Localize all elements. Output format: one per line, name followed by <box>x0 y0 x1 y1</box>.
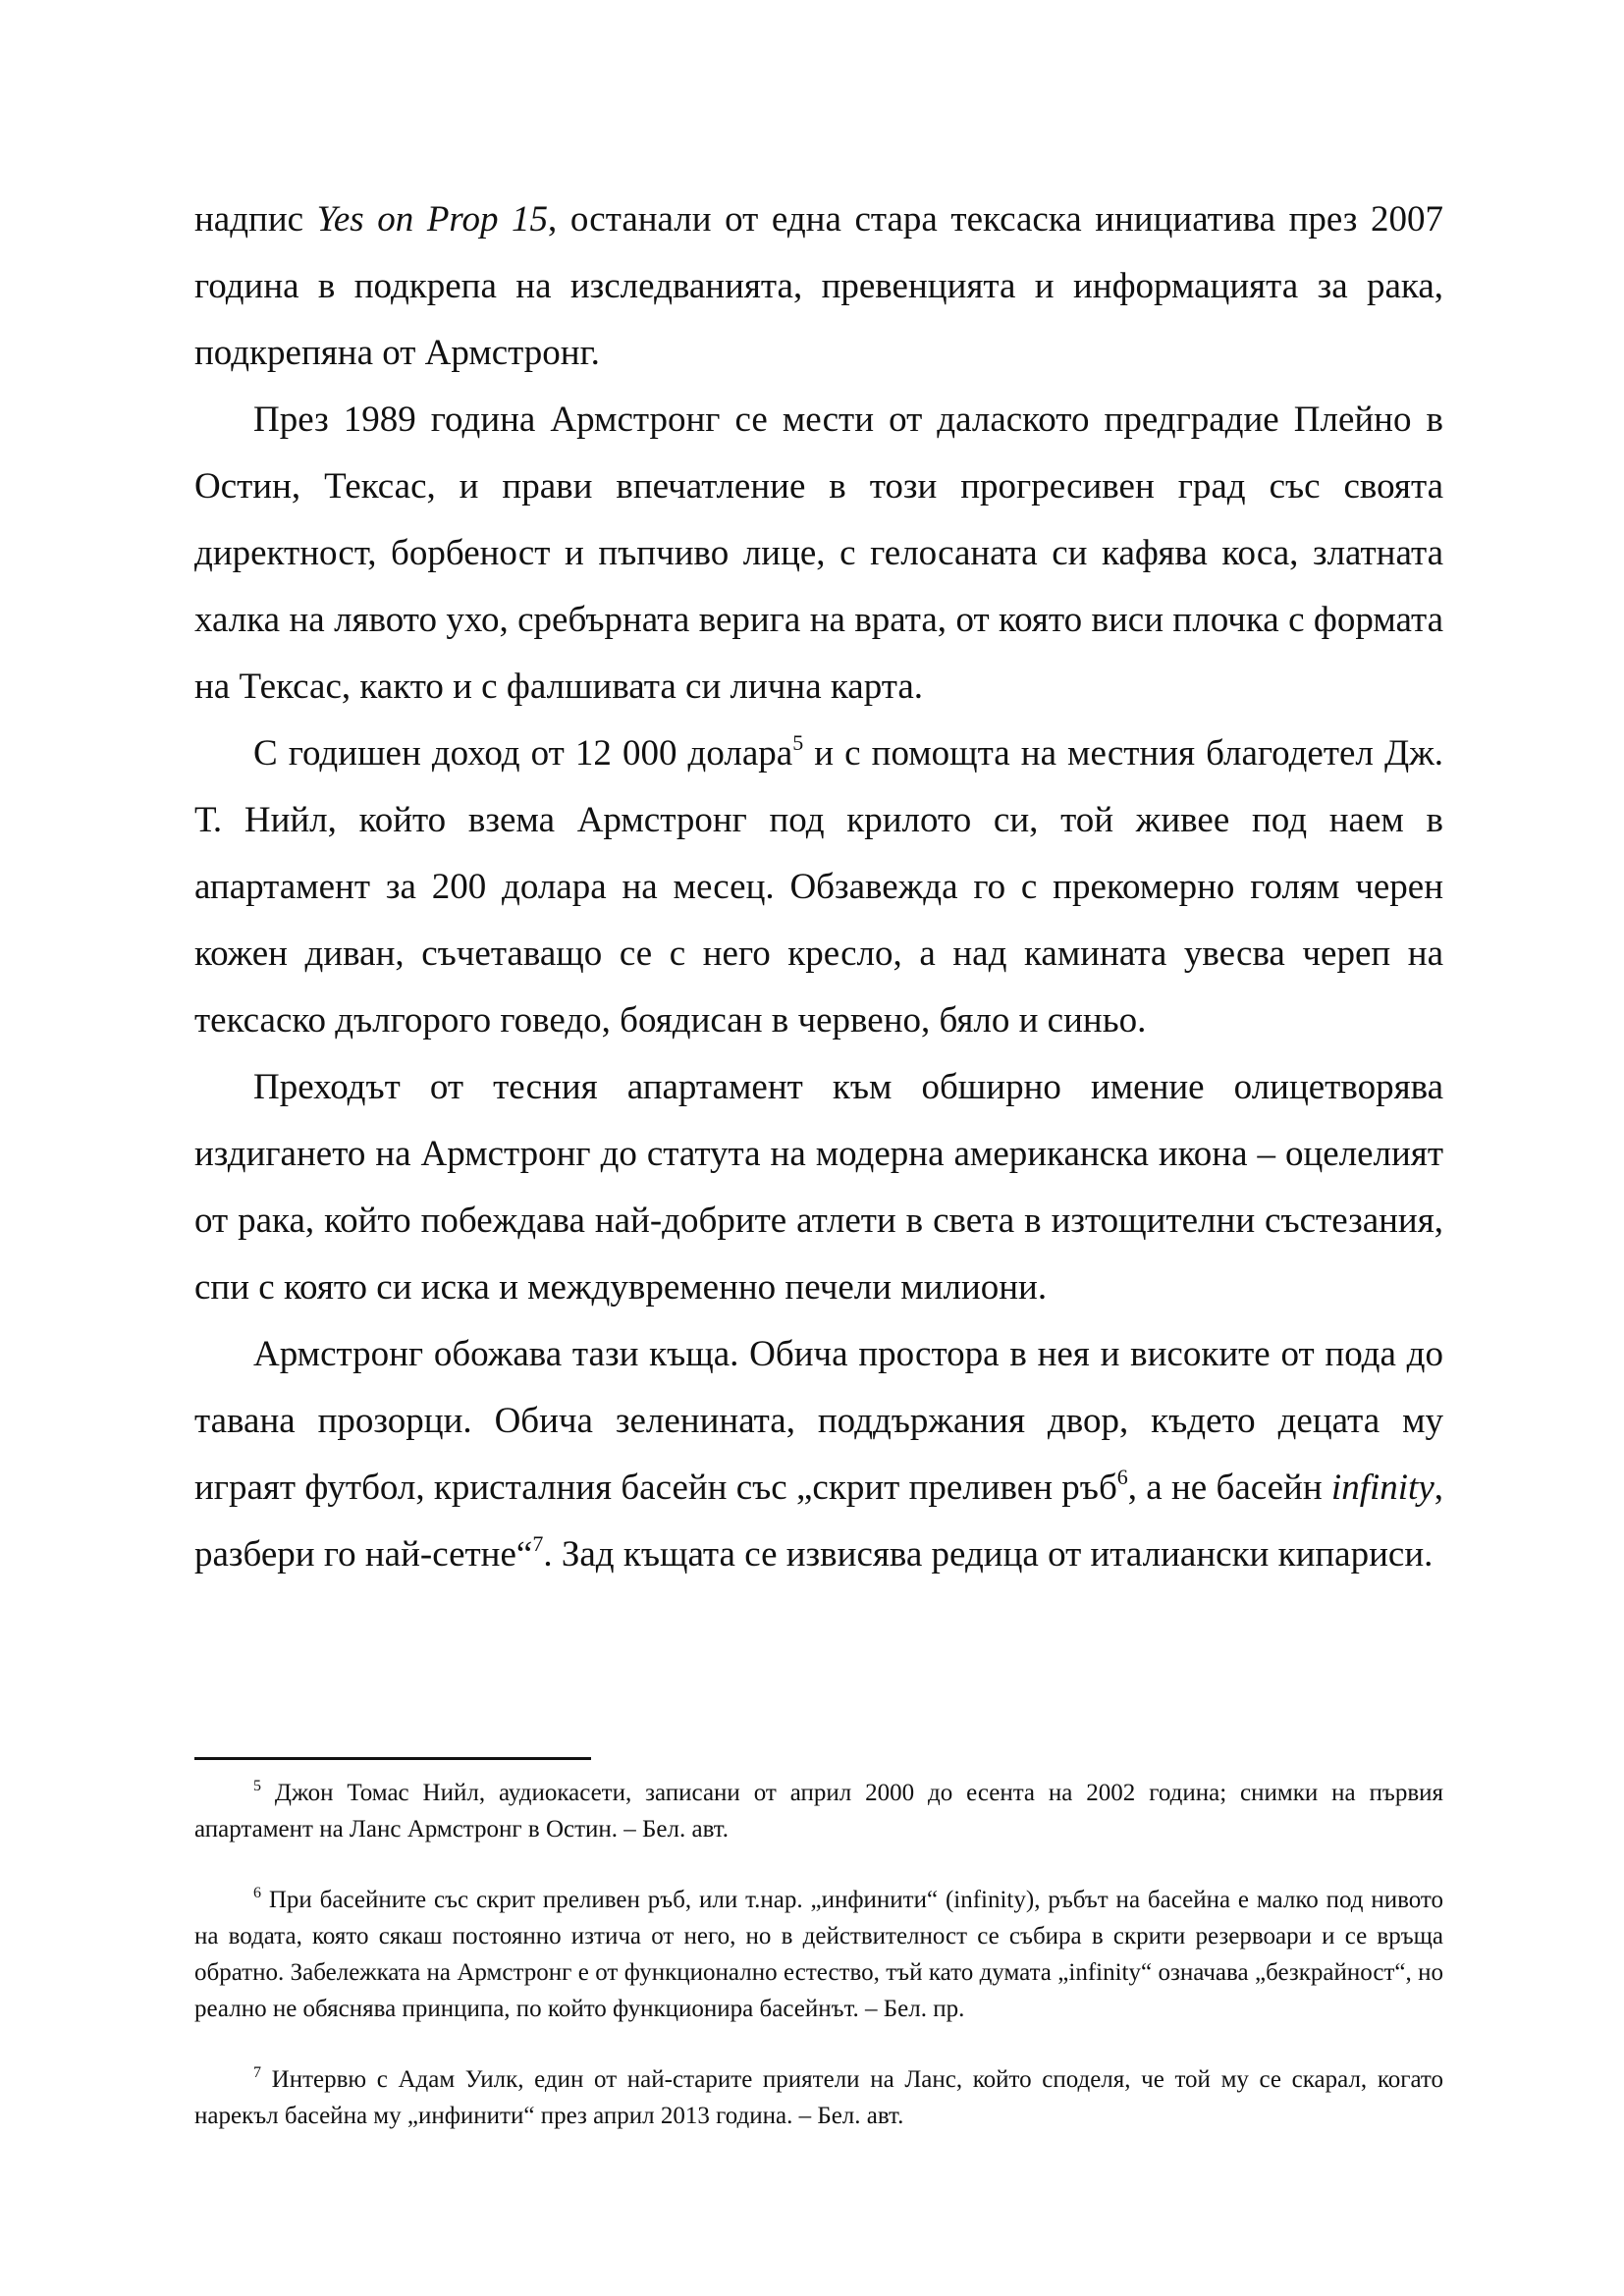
text-run: С годишен доход от 12 000 долара <box>253 733 793 774</box>
footnote-ref-7: 7 <box>532 1530 544 1556</box>
paragraph-1 <box>194 187 1443 387</box>
text-run: и с помощта на местния благодетел Дж. Т. Нийл, който взема Армстронг под крилото си, той живее под наем в апартамент за 200 долара на месец. Обзавежда го с прекомерно голям черен кожен диван, съчетаващо се с него кресло, а над камината увесва череп на тексаско дългорого говедо, боядисан в червено, бяло и синьо. <box>194 733 1444 1041</box>
italic-text: Yes on Prop 15 <box>316 199 549 240</box>
italic-text: infinity <box>1330 1468 1435 1508</box>
footnote-separator <box>194 1757 591 1760</box>
footnote-5 <box>194 1775 1443 1847</box>
footnote-6 <box>194 1882 1443 2027</box>
text-run: Армстронг обожава тази къща. Обича простора в нея и високите от пода до тавана прозорци. Обича зеленината, поддържания двор, където децата му играят футбол, кристалния басейн със „скрит преливен ръб <box>194 1334 1443 1508</box>
footnote-text: При басейните със скрит преливен ръб, или т.нар. „инфинити“ (infinity), ръбът на басейна е малко под нивото на водата, която сякаш постоянно изтича от него, но в действителност се събира в скрити резервоари и се връща обратно. Забележката на Армстронг е от функционално естество, тъй като думата „infinity“ означава „безкрайност“, но реално не обяснява принципа, по който функционира басейнът. – Бел. пр. <box>194 1887 1443 2022</box>
paragraph-2: През 1989 година Армстронг се мести от далаското предградие Плейно в Остин, Тексас, и прави впечатление в този прогресивен град със своята директност, борбеност и пъпчиво лице, с гелосаната си кафява коса, златната халка на лявото ухо, сребърната верига на врата, от която виси плочка с формата на Тексас, както и с фалшивата си лична карта. <box>194 400 1443 707</box>
text-run: , разбери го най-сетне“ <box>194 1468 1443 1575</box>
text-run: , а не басейн <box>1127 1468 1331 1508</box>
footnote-number: 7 <box>253 2063 261 2081</box>
footnote-7 <box>194 2061 1443 2134</box>
footnote-text: Интервю с Адам Уилк, един от най-старите приятели на Ланс, който споделя, че той му се скарал, когато нарекъл басейна му „инфинити“ през април 2013 година. – Бел. авт. <box>194 2066 1443 2129</box>
paragraph-4: Преходът от тесния апартамент към обширно имение олицетворява издигането на Армстронг до статута на модерна американска икона – оцелелият от рака, който побеждава най-добрите атлети в света в изтощителни състезания, спи с която си иска и междувременно печели милиони. <box>194 1067 1443 1308</box>
text-run: , останали от една стара тексаска инициатива през 2007 година в подкрепа на изследванията, превенцията и информацията за рака, подкрепяна от Армстронг. <box>194 199 1443 373</box>
text-run: надпис <box>194 199 317 240</box>
footnote-text: Джон Томас Нийл, аудиокасети, записани от април 2000 до есента на 2002 година; снимки на първия апартамент на Ланс Армстронг в Остин. – Бел. авт. <box>194 1780 1443 1842</box>
main-text <box>194 187 1443 1588</box>
footnote-ref-6: 6 <box>1116 1464 1128 1489</box>
paragraph-3 <box>194 721 1443 1054</box>
text-run: . Зад къщата се извисява редица от италиански кипариси. <box>543 1534 1434 1575</box>
footnote-ref-5: 5 <box>792 729 804 755</box>
paragraph-5 <box>194 1321 1443 1588</box>
footnote-number: 5 <box>253 1777 261 1794</box>
footnotes <box>194 1775 1443 2168</box>
footnote-number: 6 <box>253 1884 261 1901</box>
